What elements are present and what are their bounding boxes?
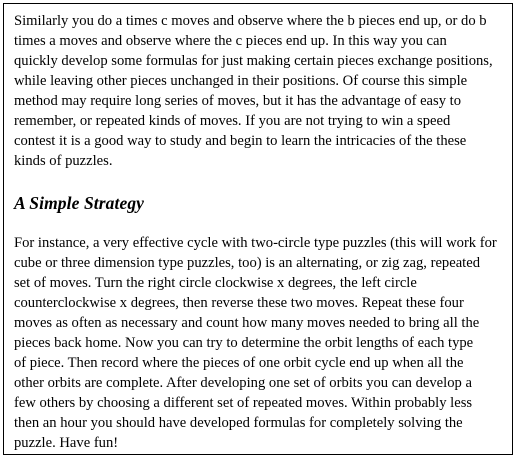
section-heading: A Simple Strategy: [14, 193, 145, 213]
strategy-paragraph: For instance, a very effective cycle with two-circle type puzzles (this will work for cube or three dimension type puzzles, too) is an alternating, or zig zag, repeated set of moves. Turn the right circle clockwise x degrees, the left circle counterclockwise x degrees, then reverse these two moves. Repeat these four moves as often as necessary and count how many moves needed to bring all the pieces back home. Now you can try to determine the orbit lengths of each type of piece. Then record where the pieces of one orbit cycle end up when all the other orbits are complete. After developing one set of orbits you can develop a few others by choosing a different set of repeated moves. Within probably less then an hour you should have developed formulas for completely solving the puzzle. Have fun!: [14, 235, 497, 451]
intro-paragraph: Similarly you do a times c moves and observe where the b pieces end up, or do b times a moves and observe where the c pieces end up. In this way you can quickly develop some formulas for just making certain pieces exchange positions, while leaving other pieces unchanged in their positions. Of course this simple method may require long series of moves, but it has the advantage of easy to remember, or repeated kinds of moves. If you are not trying to win a speed contest it is a good way to study and begin to learn the intricacies of the these kinds of puzzles.: [14, 13, 493, 169]
document-body: [14, 11, 506, 453]
text-frame: [3, 3, 513, 455]
